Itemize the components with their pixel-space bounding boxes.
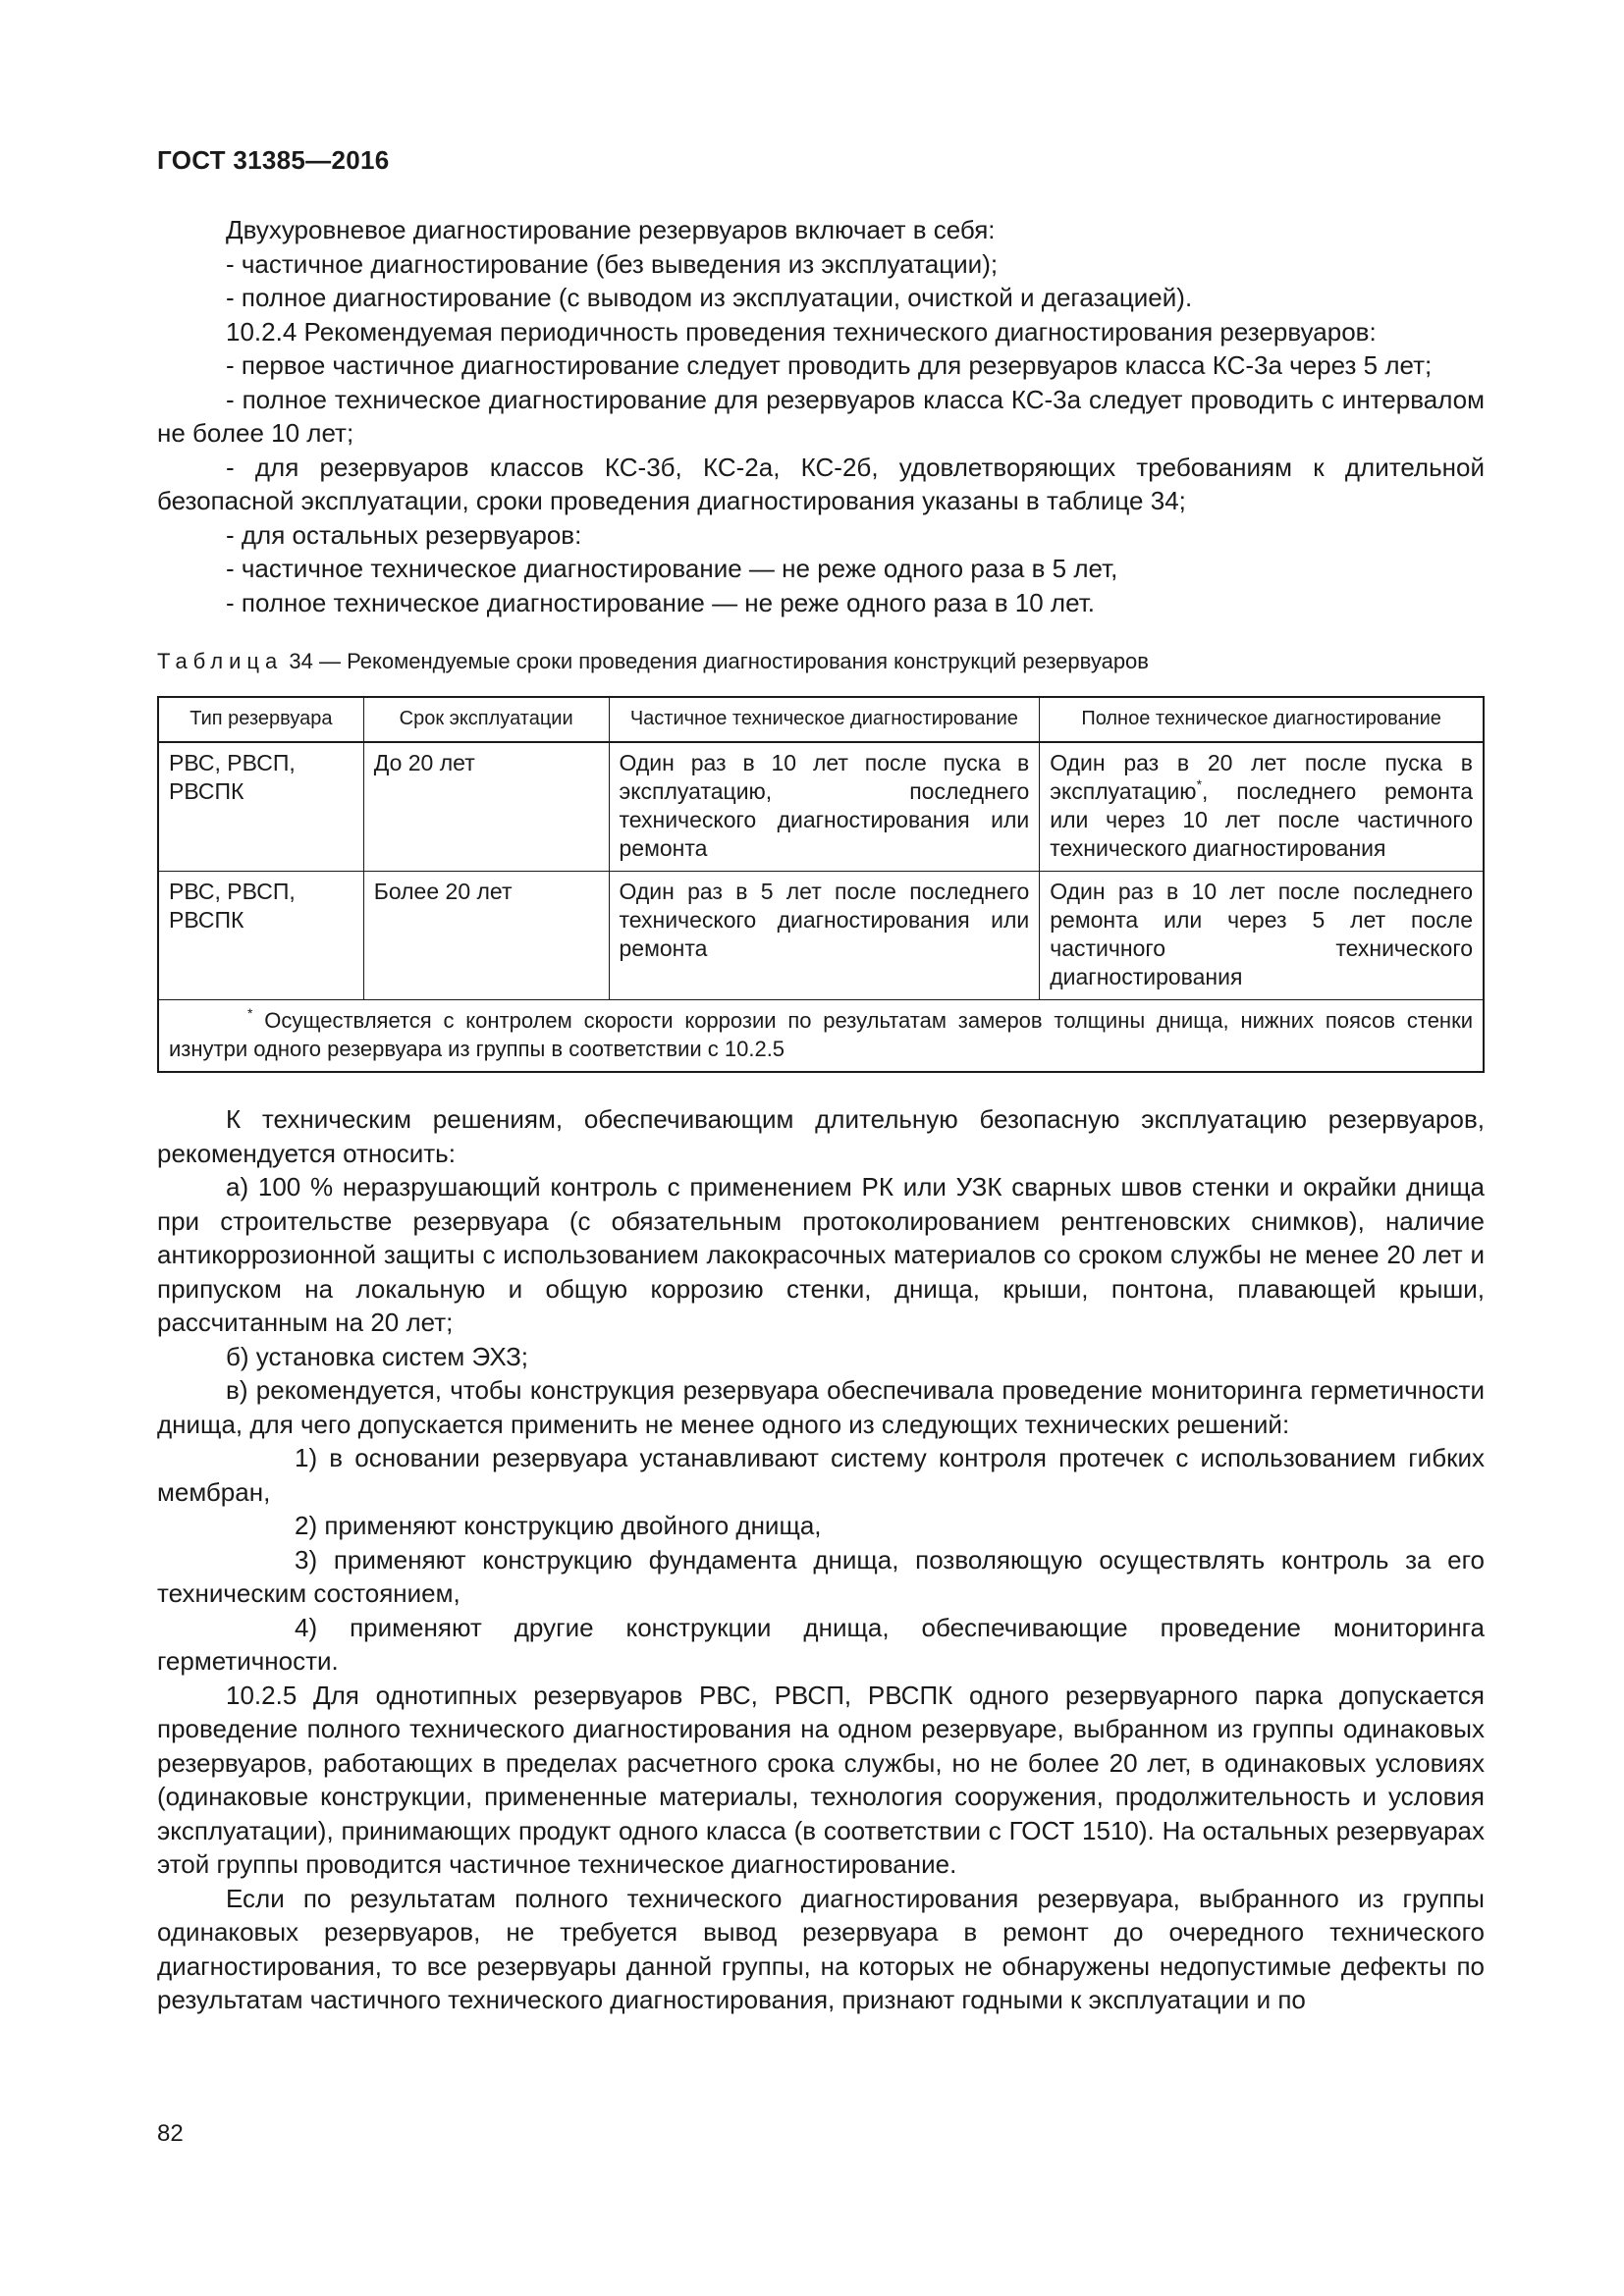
cell-full-diagnostics <box>1040 872 1484 1000</box>
intro-item: - полное диагностирование (с выводом из эксплуатации, очисткой и дегазацией). <box>226 283 1193 312</box>
solution-subitem: 2) применяют конструкцию двойного днища, <box>295 1511 822 1540</box>
clause-item: - для остальных резервуаров: <box>226 519 582 550</box>
intro-item: - частичное диагностирование (без выведения из эксплуатации); <box>226 248 999 279</box>
table-footnote-row <box>158 1000 1484 1073</box>
cell-text: Один раз в 20 лет после пуска в эксплуатацию <box>1050 750 1473 804</box>
intro-lead: Двухуровневое диагностирование резервуаров включает в себя: <box>226 215 996 244</box>
clause-item: - частичное техническое диагностирование — не реже одного раза в 5 лет, <box>226 554 1118 583</box>
clause-10-2-5: 10.2.5 Для однотипных резервуаров РВС, РВСП, РВСПК одного резервуарного парка допускается проведение полного технического диагностирования на одном резервуаре, выбранном из группы одинаковых резервуаров, работающих в пределах расчетного срока службы, но не более 20 лет, в одинаковых условиях (одинаковые конструкции, примененные материалы, технология сооружения, продолжительность и условия эксплуатации), принимающих продукт одного класса (в соответствии с ГОСТ 1510). На остальных резервуарах этой группы проводится частичное техническое диагностирование. <box>157 1680 1485 1879</box>
column-header: Частичное техническое диагностирование <box>609 697 1040 742</box>
table-footnote <box>158 1000 1484 1073</box>
cell-tank-type: РВС, РВСП, РВСПК <box>158 742 363 872</box>
cell-service-term: До 20 лет <box>363 742 609 872</box>
solutions-lead: К техническим решениям, обеспечивающим длительную безопасную эксплуатацию резервуаров, рекомендуется относить: <box>157 1104 1485 1168</box>
clause-item: - для резервуаров классов КС-3б, КС-2а, КС-2б, удовлетворяющих требованиям к длительной безопасной эксплуатации, сроки проведения диагностирования указаны в таблице 34; <box>157 452 1485 515</box>
cell-service-term: Более 20 лет <box>363 872 609 1000</box>
column-header: Срок эксплуатации <box>363 697 609 742</box>
table-header-row <box>158 697 1484 742</box>
table-caption <box>157 649 1485 674</box>
clause-10-2-4-lead: 10.2.4 Рекомендуемая периодичность проведения технического диагностирования резервуаров: <box>226 316 1377 347</box>
solution-subitem: 1) в основании резервуара устанавливают систему контроля протечек с использованием гибких мембран, <box>157 1443 1485 1507</box>
footnote-text: Осуществляется с контролем скорости коррозии по результатам замеров толщины днища, нижних поясов стенки изнутри одного резервуара из группы в соответствии с 10.2.5 <box>169 1008 1473 1061</box>
clause-item: - первое частичное диагностирование следует проводить для резервуаров класса КС-3а через 5 лет; <box>226 350 1433 380</box>
table-caption-text: 34 — Рекомендуемые сроки проведения диагностирования конструкций резервуаров <box>283 649 1149 673</box>
table-caption-label: Таблица <box>157 649 284 673</box>
clause-item: - полное техническое диагностирование для резервуаров класса КС-3а следует проводить с интервалом не более 10 лет; <box>157 384 1485 448</box>
solution-subitem: 3) применяют конструкцию фундамента днища, позволяющую осуществлять контроль за его техническим состоянием, <box>157 1544 1485 1608</box>
footnote-mark: * <box>1196 776 1203 792</box>
cell-partial-diagnostics: Один раз в 10 лет после пуска в эксплуатацию, последнего технического диагностирования или ремонта <box>609 742 1040 872</box>
column-header: Тип резервуара <box>158 697 363 742</box>
footnote-mark: * <box>247 1005 253 1021</box>
cell-tank-type: РВС, РВСП, РВСПК <box>158 872 363 1000</box>
document-page <box>157 145 1485 2017</box>
solution-subitem: 4) применяют другие конструкции днища, обеспечивающие проведение мониторинга герметичности. <box>157 1612 1485 1676</box>
table-row <box>158 742 1484 872</box>
cell-full-diagnostics <box>1040 742 1484 872</box>
diagnostics-table <box>157 696 1485 1073</box>
solution-item-b: б) установка систем ЭХЗ; <box>226 1341 529 1371</box>
cell-text: Один раз в 10 лет после последнего ремонта или через 5 лет после частичного технического диагностирования <box>1050 879 1473 989</box>
last-paragraph: Если по результатам полного технического диагностирования резервуара, выбранного из группы одинаковых резервуаров, не требуется вывод резервуара в ремонт до очередного технического диагностирования, то все резервуары данной группы, на которых не обнаружены недопустимые дефекты по результатам частичного технического диагностирования, признают годными к эксплуатации и по <box>157 1883 1485 2014</box>
table-row <box>158 872 1484 1000</box>
clause-item: - полное техническое диагностирование — не реже одного раза в 10 лет. <box>226 587 1095 617</box>
page-number: 82 <box>157 2120 184 2147</box>
solution-item-a: а) 100 % неразрушающий контроль с применением РК или УЗК сварных швов стенки и окрайки днища при строительстве резервуара (с обязательным протоколированием рентгеновских снимков), наличие антикоррозионной защиты с использованием лакокрасочных материалов со сроком службы не менее 20 лет и припуском на локальную и общую коррозию стенки, днища, крыши, понтона, плавающей крыши, рассчитанным на 20 лет; <box>157 1172 1485 1337</box>
cell-partial-diagnostics: Один раз в 5 лет после последнего технического диагностирования или ремонта <box>609 872 1040 1000</box>
solution-item-v: в) рекомендуется, чтобы конструкция резервуара обеспечивала проведение мониторинга герметичности днища, для чего допускается применить не менее одного из следующих технических решений: <box>157 1375 1485 1439</box>
column-header: Полное техническое диагностирование <box>1040 697 1484 742</box>
cell-text: , последнего ремонта или через 10 лет после частичного технического диагностирования <box>1050 778 1473 861</box>
standard-header: ГОСТ 31385—2016 <box>157 145 390 175</box>
